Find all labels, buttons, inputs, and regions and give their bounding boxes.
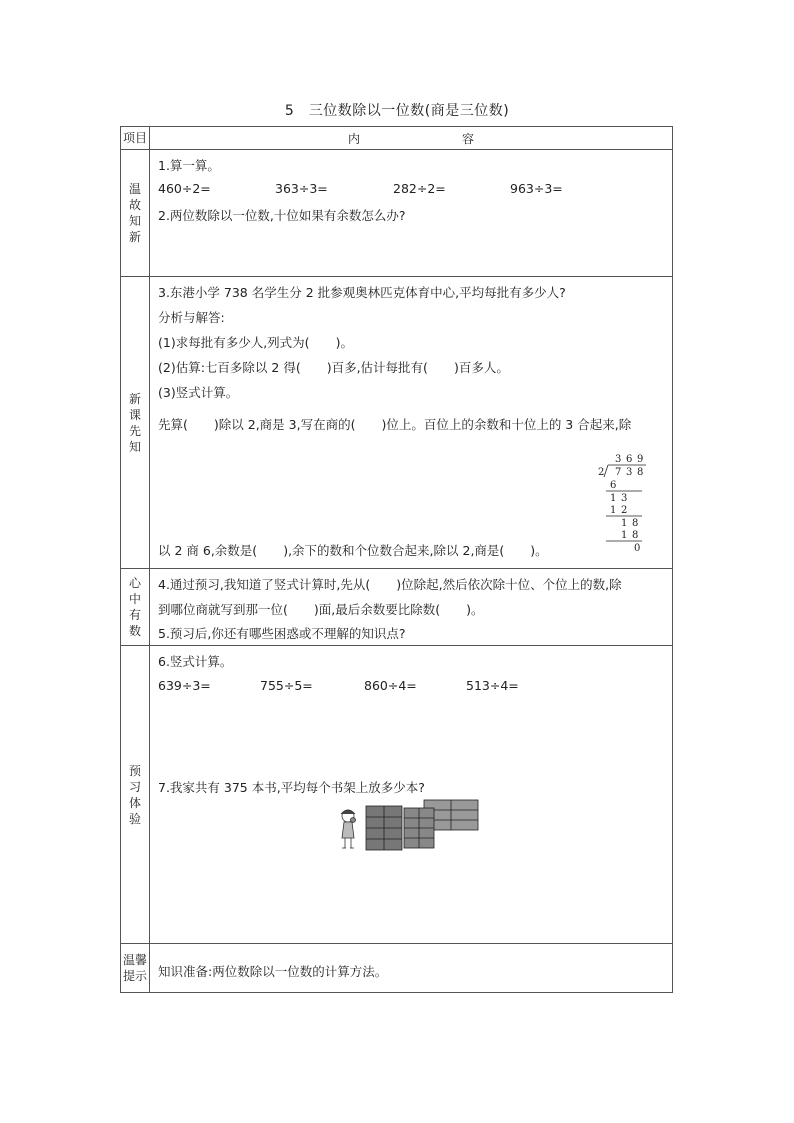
practice-calc-3: 860÷4= xyxy=(364,678,417,693)
header-row xyxy=(121,127,673,150)
mind-q4-b: )位除起,然后依次除十位、个位上的数,除 xyxy=(396,577,622,592)
mind-q4-line2 xyxy=(158,600,484,618)
dividend-digit: 7 xyxy=(615,467,622,478)
tips-label-cell xyxy=(121,944,150,993)
dividend-digit: 3 xyxy=(626,467,633,478)
mind-label: 心中有数 xyxy=(128,576,141,638)
mind-q4-e: )。 xyxy=(466,602,484,617)
practice-label-cell xyxy=(121,646,150,944)
bookshelf-front xyxy=(366,806,434,850)
tips-text: 知识准备:两位数除以一位数的计算方法。 xyxy=(158,964,388,979)
practice-q6: 6.竖式计算。 xyxy=(158,654,233,669)
girl-figure xyxy=(341,810,356,848)
step-digit: 1 xyxy=(621,530,628,541)
preview-line5 xyxy=(158,541,548,559)
practice-content xyxy=(150,646,673,944)
review-label-cell xyxy=(121,150,150,277)
preview-part2-b: )百多,估计每批有( xyxy=(326,360,428,375)
long-division-diagram xyxy=(598,451,658,551)
preview-part1-b: )。 xyxy=(335,335,353,350)
remainder-digit: 0 xyxy=(634,543,641,551)
tips-content xyxy=(150,944,673,993)
preview-label: 新课先知 xyxy=(128,391,141,454)
practice-row xyxy=(121,646,673,944)
page-title: 5 三位数除以一位数(商是三位数) xyxy=(284,103,510,119)
tips-row xyxy=(121,944,673,993)
step-digit: 3 xyxy=(621,493,628,504)
review-calc-4: 963÷3= xyxy=(510,181,563,196)
preview-q3: 3.东港小学 738 名学生分 2 批参观奥林匹克体育中心,平均每批有多少人? xyxy=(158,285,566,300)
girl-bookshelves-illustration xyxy=(336,798,482,854)
practice-q7: 7.我家共有 375 本书,平均每个书架上放多少本? xyxy=(158,780,425,795)
practice-calc-2: 755÷5= xyxy=(260,678,313,693)
mind-q4-d: )面,最后余数要比除数( xyxy=(313,602,441,617)
preview-part2-c: )百多人。 xyxy=(453,360,509,375)
preview-line5-c: )。 xyxy=(530,543,548,558)
quotient-digit: 9 xyxy=(637,454,644,465)
review-calc-2: 363÷3= xyxy=(275,181,328,196)
preview-part1-a: (1)求每批有多少人,列式为( xyxy=(158,335,310,350)
preview-analysis: 分析与解答: xyxy=(158,310,225,325)
preview-part2 xyxy=(158,358,509,376)
preview-label-cell xyxy=(121,277,150,569)
step-digit: 8 xyxy=(632,530,639,541)
preview-part2-a: (2)估算:七百多除以 2 得( xyxy=(158,360,301,375)
review-calc-1: 460÷2= xyxy=(158,181,211,196)
worksheet-table xyxy=(120,126,673,993)
divisor: 2 xyxy=(598,467,605,478)
preview-line5-a: 以 2 商 6,余数是( xyxy=(158,543,258,558)
mind-q4-c: 到哪位商就写到那一位( xyxy=(158,602,288,617)
mind-row xyxy=(121,569,673,646)
mind-q5: 5.预习后,你还有哪些困惑或不理解的知识点? xyxy=(158,626,406,641)
step-digit: 1 xyxy=(610,493,617,504)
preview-line4-a: 先算( xyxy=(158,417,188,432)
review-label: 温故知新 xyxy=(128,182,141,244)
header-item: 项目 xyxy=(121,127,150,150)
preview-part3: (3)竖式计算。 xyxy=(158,385,239,400)
quotient-digit: 6 xyxy=(626,454,633,465)
review-content xyxy=(150,150,673,277)
practice-calc-1: 639÷3= xyxy=(158,678,211,693)
preview-line5-b: ),余下的数和个位数合起来,除以 2,商是( xyxy=(283,543,505,558)
step-digit: 6 xyxy=(610,480,617,491)
header-content xyxy=(150,127,673,150)
practice-calc-4: 513÷4= xyxy=(466,678,519,693)
mind-q4-a: 4.通过预习,我知道了竖式计算时,先从( xyxy=(158,577,371,592)
tips-label: 温馨提示 xyxy=(122,953,147,983)
quotient-digit: 3 xyxy=(615,454,622,465)
dividend-digit: 8 xyxy=(637,467,644,478)
preview-line4-b: )除以 2,商是 3,写在商的( xyxy=(213,417,356,432)
mind-content xyxy=(150,569,673,646)
step-digit: 1 xyxy=(610,505,617,516)
step-digit: 8 xyxy=(632,518,639,529)
review-q1: 1.算一算。 xyxy=(158,158,220,173)
preview-row xyxy=(121,277,673,569)
practice-label: 预习体验 xyxy=(128,763,141,826)
review-q2: 2.两位数除以一位数,十位如果有余数怎么办? xyxy=(158,208,406,223)
header-content-label: 内 容 xyxy=(347,131,500,146)
mind-label-cell xyxy=(121,569,150,646)
division-bracket xyxy=(604,465,608,477)
mind-q4-line1 xyxy=(158,575,622,593)
review-row xyxy=(121,150,673,277)
step-digit: 2 xyxy=(621,505,628,516)
preview-line4 xyxy=(158,415,631,433)
preview-part1 xyxy=(158,333,353,351)
step-digit: 1 xyxy=(621,518,628,529)
preview-content xyxy=(150,277,673,569)
preview-line4-c: )位上。百位上的余数和十位上的 3 合起来,除 xyxy=(381,417,632,432)
review-calc-3: 282÷2= xyxy=(393,181,446,196)
